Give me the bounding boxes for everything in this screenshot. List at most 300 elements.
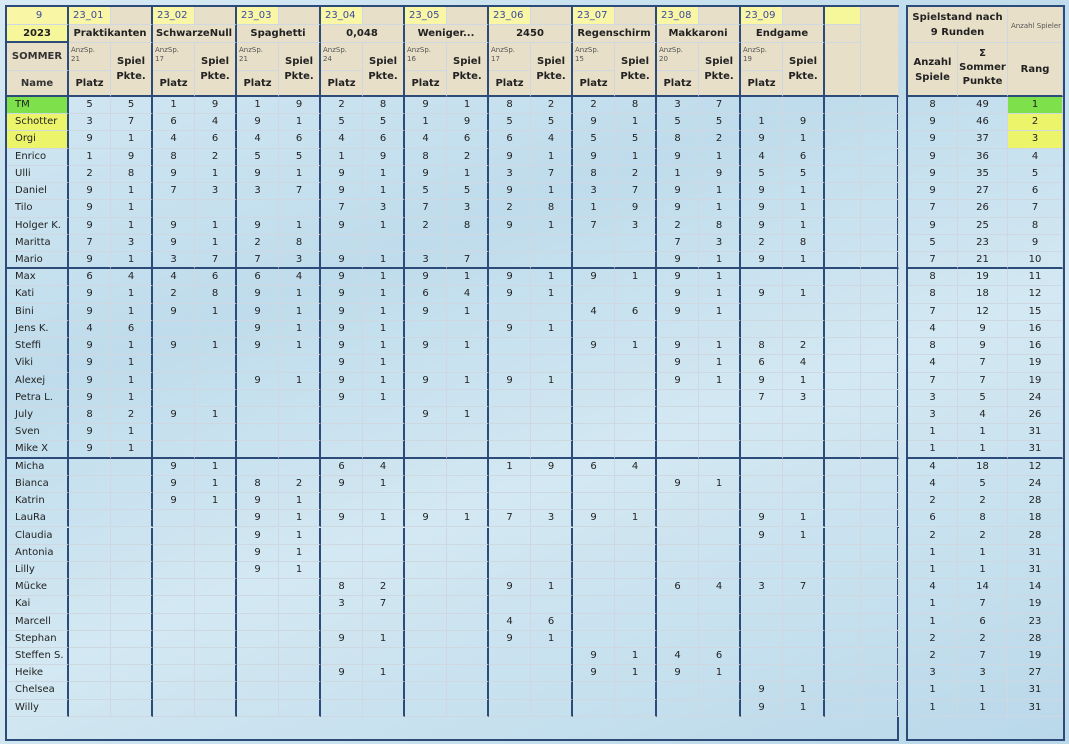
points-cell: 1 [447,304,489,321]
anz-sp-count: 21 [239,55,248,63]
platz-cell [153,424,195,441]
player-name: Petra L. [7,390,69,407]
points-cell [531,407,573,424]
platz-cell: 9 [321,355,363,372]
points-cell: 1 [363,286,405,303]
platz-cell: 4 [321,131,363,148]
spiel-pkte-header [279,43,321,97]
platz-cell: 9 [657,476,699,493]
platz-cell [489,545,531,562]
points-cell: 1 [699,665,741,682]
extra-cell [825,235,861,252]
platz-cell: 9 [321,338,363,355]
points-cell: 1 [111,390,153,407]
platz-cell: 2 [489,200,531,217]
points-cell: 2 [699,131,741,148]
points-cell: 3 [195,183,237,200]
platz-cell [405,355,447,372]
games-cell: 1 [908,424,958,441]
extra-cell [861,648,899,665]
points-total-cell: 7 [958,355,1008,372]
points-cell: 1 [111,424,153,441]
points-cell [279,700,321,717]
points-cell: 7 [363,596,405,613]
player-name: Viki [7,355,69,372]
points-total-cell: 8 [958,510,1008,527]
extra-cell [861,304,899,321]
platz-cell [405,700,447,717]
platz-cell: 9 [153,304,195,321]
points-cell: 4 [195,114,237,131]
platz-cell: 1 [741,114,783,131]
platz-cell: 9 [573,665,615,682]
games-cell: 3 [908,390,958,407]
points-cell: 1 [279,545,321,562]
platz-cell [489,682,531,699]
points-total-cell: 9 [958,321,1008,338]
platz-cell: 9 [69,200,111,217]
points-cell [279,441,321,458]
rank-cell: 15 [1008,304,1063,321]
points-cell: 5 [615,131,657,148]
platz-cell [405,459,447,476]
extra-cell [861,183,899,200]
points-cell: 1 [699,304,741,321]
points-cell [615,545,657,562]
extra-cell [861,286,899,303]
points-cell [615,252,657,269]
points-cell: 1 [195,218,237,235]
points-cell [699,682,741,699]
points-cell: 1 [279,166,321,183]
points-cell [195,665,237,682]
points-cell: 1 [195,459,237,476]
extra-cell [861,390,899,407]
platz-cell: 3 [237,183,279,200]
spiel-pkte-header [783,43,825,97]
extra-cell [825,459,861,476]
games-cell: 2 [908,528,958,545]
platz-cell [153,700,195,717]
points-cell: 1 [111,355,153,372]
player-name: Steffi [7,338,69,355]
platz-cell [237,682,279,699]
platz-cell [489,390,531,407]
platz-cell: 4 [489,614,531,631]
platz-cell: 6 [657,579,699,596]
platz-cell [741,269,783,286]
points-cell [783,441,825,458]
extra-cell [825,407,861,424]
points-cell: 1 [447,166,489,183]
extra-cell [861,424,899,441]
round-id: 23_05 [405,7,447,25]
platz-cell: 9 [657,373,699,390]
platz-cell [573,596,615,613]
points-cell [111,648,153,665]
platz-cell: 9 [657,665,699,682]
points-cell: 4 [363,459,405,476]
points-cell [699,321,741,338]
extra-cell [861,562,899,579]
extra-cell [825,355,861,372]
player-count-label: Anzahl Spieler [1010,22,1062,30]
platz-cell [573,286,615,303]
points-cell: 8 [447,218,489,235]
platz-cell: 9 [153,459,195,476]
extra-cell [825,131,861,148]
points-cell [447,700,489,717]
platz-cell: 8 [405,149,447,166]
points-cell: 8 [615,97,657,114]
platz-cell: 1 [657,166,699,183]
points-cell [615,493,657,510]
platz-cell: 9 [69,441,111,458]
platz-cell [405,614,447,631]
platz-cell: 9 [237,304,279,321]
anz-sp-count: 15 [575,55,584,63]
anz-label [153,43,195,71]
points-cell [195,321,237,338]
platz-cell [405,682,447,699]
points-total-cell: 4 [958,407,1008,424]
platz-cell: 9 [573,510,615,527]
platz-cell [237,200,279,217]
points-cell [615,528,657,545]
platz-header: Platz [69,71,111,97]
platz-cell: 9 [321,269,363,286]
platz-cell: 3 [405,252,447,269]
spiel-label: Spiel [621,56,649,67]
points-cell [279,407,321,424]
platz-cell [489,665,531,682]
points-cell [531,562,573,579]
platz-cell [573,476,615,493]
platz-cell: 9 [489,286,531,303]
platz-header: Platz [321,71,363,97]
points-cell [363,545,405,562]
points-cell [447,441,489,458]
extra-cell [861,476,899,493]
points-cell [783,97,825,114]
extra-cell [825,545,861,562]
points-cell: 1 [195,476,237,493]
platz-cell [153,510,195,527]
player-name: Katrin [7,493,69,510]
platz-cell [657,545,699,562]
platz-cell [657,700,699,717]
games-cell: 5 [908,235,958,252]
points-cell: 1 [363,665,405,682]
points-cell: 1 [363,321,405,338]
platz-cell [69,682,111,699]
platz-cell [405,545,447,562]
points-total-cell: 2 [958,631,1008,648]
extra-cell [825,493,861,510]
points-cell [783,596,825,613]
points-cell [447,665,489,682]
points-cell: 1 [363,338,405,355]
points-cell [699,424,741,441]
points-cell [363,562,405,579]
platz-cell: 5 [657,114,699,131]
platz-cell: 9 [69,286,111,303]
platz-cell [153,682,195,699]
points-cell: 1 [279,338,321,355]
player-name: Mario [7,252,69,269]
points-cell [783,269,825,286]
points-cell: 4 [699,579,741,596]
games-cell: 4 [908,476,958,493]
spiel-label: Spiel [117,56,145,67]
points-cell: 1 [363,183,405,200]
platz-cell: 9 [573,114,615,131]
platz-cell [69,648,111,665]
points-cell [363,493,405,510]
points-cell [531,596,573,613]
games-cell: 8 [908,286,958,303]
spiel-label: Spiel [537,56,565,67]
rank-cell: 19 [1008,596,1063,613]
extra-cell [825,183,861,200]
points-total-cell: 35 [958,166,1008,183]
extra-cell [825,510,861,527]
pkte-label: Pkte. [200,71,230,82]
points-cell [531,390,573,407]
spiel-pkte-header [615,43,657,97]
round-id: 23_09 [741,7,783,25]
rank-cell: 31 [1008,441,1063,458]
platz-cell: 8 [741,338,783,355]
points-cell: 2 [363,579,405,596]
points-cell [447,545,489,562]
points-cell: 1 [195,493,237,510]
points-cell: 1 [783,286,825,303]
round-name: Weniger... [405,25,489,43]
games-cell: 1 [908,682,958,699]
points-cell [363,648,405,665]
points-total-cell: 18 [958,459,1008,476]
rank-cell: 19 [1008,648,1063,665]
anz-sp-label: AnzSp. [155,46,180,54]
platz-cell [489,252,531,269]
points-cell: 1 [531,218,573,235]
platz-cell: 9 [69,183,111,200]
platz-cell: 9 [657,338,699,355]
platz-cell [489,648,531,665]
platz-cell [489,476,531,493]
spiel-label: Spiel [789,56,817,67]
platz-cell: 9 [741,252,783,269]
spiel-label: Spiel [201,56,229,67]
points-cell [111,545,153,562]
round-id-blank [363,7,405,25]
platz-cell [405,424,447,441]
platz-cell: 3 [489,166,531,183]
platz-cell [489,355,531,372]
extra-cell [825,252,861,269]
spiel-pkte-header [195,43,237,97]
points-cell: 3 [531,510,573,527]
platz-cell: 9 [321,304,363,321]
player-name: Marcell [7,614,69,631]
platz-cell: 9 [321,321,363,338]
points-cell [279,648,321,665]
points-cell: 1 [783,682,825,699]
platz-cell [657,562,699,579]
extra-cell [861,459,899,476]
spiel-pkte-header [699,43,741,97]
platz-cell: 3 [153,252,195,269]
platz-cell: 9 [69,304,111,321]
platz-cell [321,528,363,545]
points-cell [447,355,489,372]
platz-cell: 7 [657,235,699,252]
platz-cell: 6 [741,355,783,372]
points-cell [531,338,573,355]
rank-header: Rang [1008,43,1063,97]
rounds-table [5,5,899,741]
summary-table [906,5,1065,741]
points-cell: 2 [279,476,321,493]
extra-cell [861,493,899,510]
platz-cell: 8 [69,407,111,424]
points-cell: 1 [783,510,825,527]
platz-cell: 5 [405,183,447,200]
points-cell [111,631,153,648]
points-cell [783,648,825,665]
points-cell [195,631,237,648]
platz-cell [657,682,699,699]
rank-cell: 12 [1008,459,1063,476]
platz-cell: 9 [69,338,111,355]
points-cell [447,562,489,579]
points-cell [279,631,321,648]
platz-cell: 9 [321,286,363,303]
extra-cell [825,424,861,441]
platz-cell [489,235,531,252]
platz-cell: 9 [741,373,783,390]
platz-cell [153,631,195,648]
points-cell: 1 [783,373,825,390]
player-name: Maritta [7,235,69,252]
platz-cell [489,424,531,441]
games-cell: 8 [908,97,958,114]
extra-cell [861,235,899,252]
rank-cell: 9 [1008,235,1063,252]
platz-cell: 9 [321,373,363,390]
player-name: Antonia [7,545,69,562]
points-cell [195,528,237,545]
round-name: Spaghetti [237,25,321,43]
pkte-label: Pkte. [620,71,650,82]
points-cell [195,441,237,458]
points-cell: 5 [279,149,321,166]
points-cell: 7 [279,183,321,200]
points-cell [363,424,405,441]
points-cell: 6 [279,131,321,148]
platz-cell: 9 [321,252,363,269]
points-cell: 1 [531,579,573,596]
extra-cell [861,218,899,235]
player-name: Heike [7,665,69,682]
points-cell [447,614,489,631]
platz-cell [405,596,447,613]
extra-cell [861,149,899,166]
points-cell [615,390,657,407]
points-cell: 6 [447,131,489,148]
extra-cell [825,373,861,390]
games-cell: 4 [908,321,958,338]
platz-cell [573,235,615,252]
platz-cell: 9 [741,131,783,148]
platz-cell [573,321,615,338]
platz-cell: 9 [321,510,363,527]
player-name: July [7,407,69,424]
anz-sp-count: 17 [155,55,164,63]
summary-title: Spielstand nach 9 Runden [908,7,1008,43]
rank-cell: 18 [1008,510,1063,527]
points-cell [195,614,237,631]
points-cell [699,459,741,476]
points-cell [531,252,573,269]
points-cell [111,459,153,476]
points-cell [615,373,657,390]
platz-cell [573,441,615,458]
extra-cell [861,131,899,148]
points-cell [531,355,573,372]
points-cell [111,528,153,545]
points-cell: 6 [111,321,153,338]
extra-cell [825,114,861,131]
extra-cell [825,200,861,217]
platz-cell [489,338,531,355]
platz-cell: 9 [573,149,615,166]
platz-cell [657,390,699,407]
platz-cell: 8 [237,476,279,493]
platz-cell [741,665,783,682]
extra-cell [825,269,861,286]
platz-cell [657,459,699,476]
rank-cell: 28 [1008,631,1063,648]
points-cell [279,390,321,407]
round-name: Makkaroni [657,25,741,43]
platz-cell: 4 [153,269,195,286]
extra-cell [861,700,899,717]
platz-cell: 9 [657,149,699,166]
rank-cell: 31 [1008,562,1063,579]
platz-cell: 9 [153,218,195,235]
games-cell: 1 [908,614,958,631]
platz-cell: 9 [573,648,615,665]
anz-sp-label: AnzSp. [71,46,96,54]
extra-cell [861,596,899,613]
platz-cell: 9 [237,218,279,235]
extra-cell [825,218,861,235]
platz-cell: 4 [69,321,111,338]
points-cell [531,493,573,510]
platz-cell [405,235,447,252]
platz-cell [657,528,699,545]
extra-cell [861,355,899,372]
pkte-label: Pkte. [536,71,566,82]
platz-cell: 9 [153,476,195,493]
anz-label [405,43,447,71]
platz-cell: 2 [153,286,195,303]
points-cell: 3 [363,200,405,217]
platz-cell [153,596,195,613]
points-cell: 1 [699,269,741,286]
